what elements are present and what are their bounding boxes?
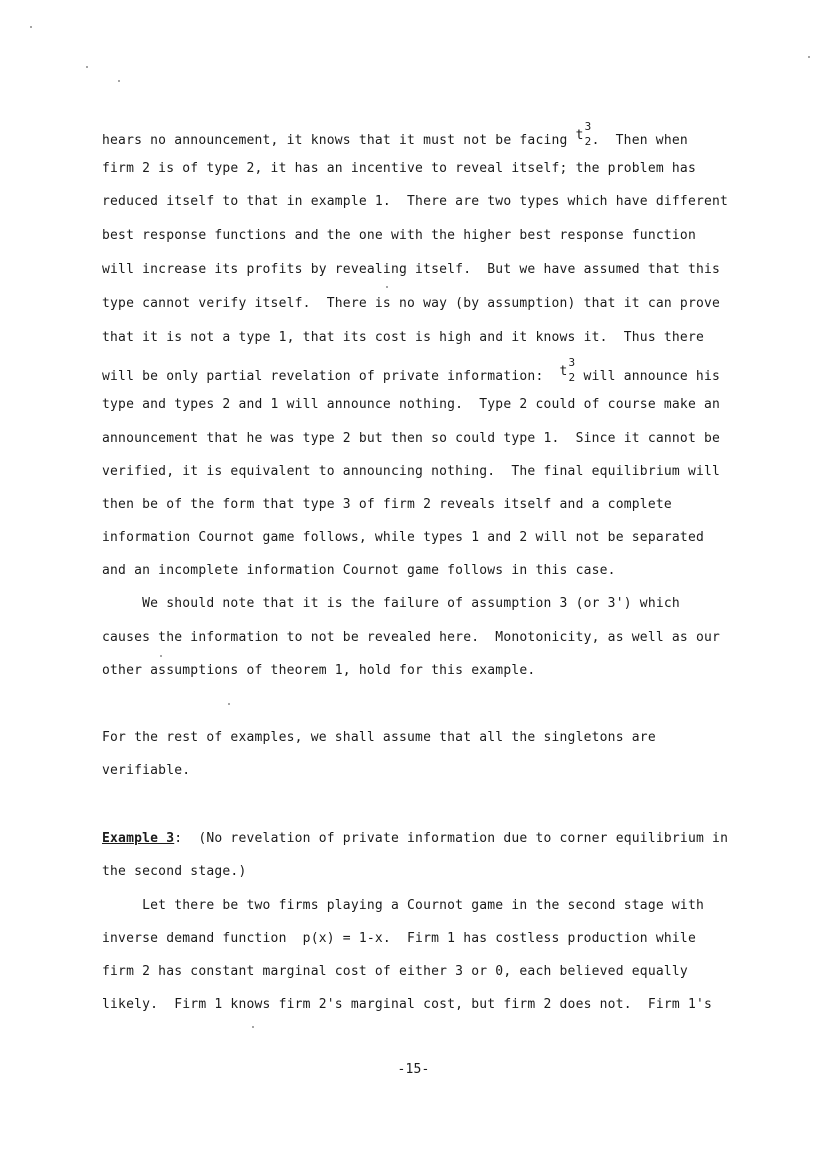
text-line-6: type cannot verify itself. There is no way (by assumption) that it can prove bbox=[102, 296, 721, 311]
text-line-16: causes the information to not be revealed here. Monotonicity, as well as our bbox=[102, 630, 721, 645]
text-line-12: then be of the form that type 3 of firm 2 reveals itself and a complete bbox=[102, 497, 672, 512]
scan-speck bbox=[160, 655, 162, 657]
text-line-25: likely. Firm 1 knows firm 2's marginal cost, but firm 2 does not. Firm 1's bbox=[102, 997, 713, 1012]
scan-speck bbox=[808, 56, 810, 58]
text-line-8: will be only partial revelation of private information: t 3 2 will announce his bbox=[102, 356, 721, 384]
text-line-9: type and types 2 and 1 will announce nothing. Type 2 could of course make an bbox=[102, 397, 721, 412]
text-line-2: firm 2 is of type 2, it has an incentive to reveal itself; the problem has bbox=[102, 161, 696, 176]
text-line-7: that it is not a type 1, that its cost is high and it knows it. Thus there bbox=[102, 330, 704, 345]
text-line-18: For the rest of examples, we shall assume that all the singletons are bbox=[102, 730, 656, 745]
example-3-heading: Example 3 bbox=[102, 831, 175, 846]
text-line-11: verified, it is equivalent to announcing nothing. The final equilibrium will bbox=[102, 464, 721, 479]
text-line-5: will increase its profits by revealing itself. But we have assumed that this bbox=[102, 262, 721, 277]
text-line-1: hears no announcement, it knows that it must not be facing t 3 2 . Then when bbox=[102, 120, 688, 148]
text-line-17: other assumptions of theorem 1, hold for this example. bbox=[102, 663, 536, 678]
text-line-21: the second stage.) bbox=[102, 864, 247, 879]
page-number: -15- bbox=[397, 1062, 430, 1077]
text-line-19: verifiable. bbox=[102, 763, 191, 778]
text-line-15: We should note that it is the failure of assumption 3 (or 3') which bbox=[102, 596, 680, 611]
text-line-4: best response functions and the one with the higher best response function bbox=[102, 228, 696, 243]
t-symbol: t 3 2 bbox=[559, 356, 576, 384]
text-line-23: inverse demand function p(x) = 1-x. Firm 1 has costless production while bbox=[102, 931, 696, 946]
text-line-10: announcement that he was type 2 but then so could type 1. Since it cannot be bbox=[102, 431, 721, 446]
t-symbol: t 3 2 bbox=[575, 120, 592, 148]
example-3-heading-line: Example 3: (No revelation of private information due to corner equilibrium in bbox=[102, 831, 729, 846]
scan-speck bbox=[30, 26, 32, 28]
text-line-24: firm 2 has constant marginal cost of either 3 or 0, each believed equally bbox=[102, 964, 688, 979]
scan-speck bbox=[118, 80, 120, 82]
text-line-13: information Cournot game follows, while types 1 and 2 will not be separated bbox=[102, 530, 704, 545]
scan-speck bbox=[252, 1026, 254, 1028]
text-line-14: and an incomplete information Cournot game follows in this case. bbox=[102, 563, 616, 578]
scan-speck bbox=[228, 703, 230, 705]
text-line-22: Let there be two firms playing a Cournot game in the second stage with bbox=[102, 898, 704, 913]
text-line-3: reduced itself to that in example 1. There are two types which have different bbox=[102, 194, 729, 209]
scan-speck bbox=[86, 66, 88, 68]
scan-speck bbox=[386, 286, 388, 288]
